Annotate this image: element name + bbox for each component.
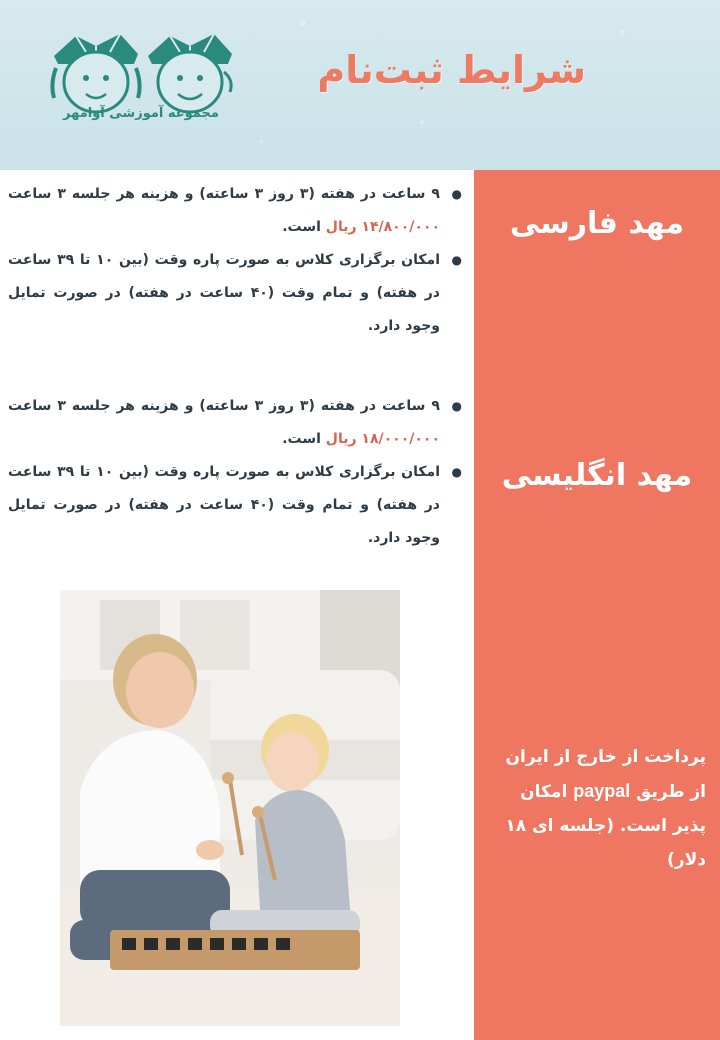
- list-item: ● امکان برگزاری کلاس به صورت پاره وقت (بین ۱۰ تا ۳۹ ساعت در هفته) و تمام وقت (۴۰ ساعت در هفته) در صورت تمایل وجود دارد.: [8, 244, 440, 343]
- mother-and-child-photo: [60, 590, 400, 1026]
- payment-note-text-end: امکان پذیر است. (جلسه ای ۱۸ دلار): [505, 782, 706, 870]
- english-info-list: [8, 390, 464, 555]
- bullet-dot-icon: ●: [451, 253, 462, 267]
- english-price: ۱۸/۰۰۰/۰۰۰ ریال: [325, 431, 440, 447]
- list-item: ● امکان برگزاری کلاس به صورت پاره وقت (بین ۱۰ تا ۳۹ ساعت در هفته) و تمام وقت (۴۰ ساعت در هفته) در صورت تمایل وجود دارد.: [8, 456, 440, 555]
- bullet-dot-icon: ●: [451, 399, 462, 413]
- english-kindergarten-heading: مهد انگلیسی: [501, 458, 693, 493]
- payment-method: paypal: [573, 781, 631, 801]
- list-item: ● ۹ ساعت در هفته (۳ روز ۳ ساعته) و هزینه هر جلسه ۳ ساعت ۱۸/۰۰۰/۰۰۰ ریال است.: [8, 390, 440, 456]
- payment-note: [488, 740, 706, 877]
- bullet-dot-icon: ●: [451, 465, 462, 479]
- page-header: [0, 0, 720, 170]
- farsi-price: ۱۴/۸۰۰/۰۰۰ ریال: [325, 219, 440, 235]
- list-item: ● ۹ ساعت در هفته (۳ روز ۳ ساعته) و هزینه هر جلسه ۳ ساعت ۱۴/۸۰۰/۰۰۰ ریال است.: [8, 178, 440, 244]
- side-panel: [474, 170, 720, 1040]
- photo-illustration: [60, 590, 400, 1026]
- farsi-info-list: [8, 178, 464, 343]
- logo-caption: مجموعه آموزشی آوامهر: [63, 106, 219, 121]
- page-title: شرایط ثبت‌نام: [317, 48, 586, 92]
- bullet-dot-icon: ●: [451, 187, 462, 201]
- farsi-kindergarten-heading: مهد فارسی: [509, 206, 685, 241]
- payment-note-text: پرداخت از خارج از ایران از طریق: [505, 747, 706, 802]
